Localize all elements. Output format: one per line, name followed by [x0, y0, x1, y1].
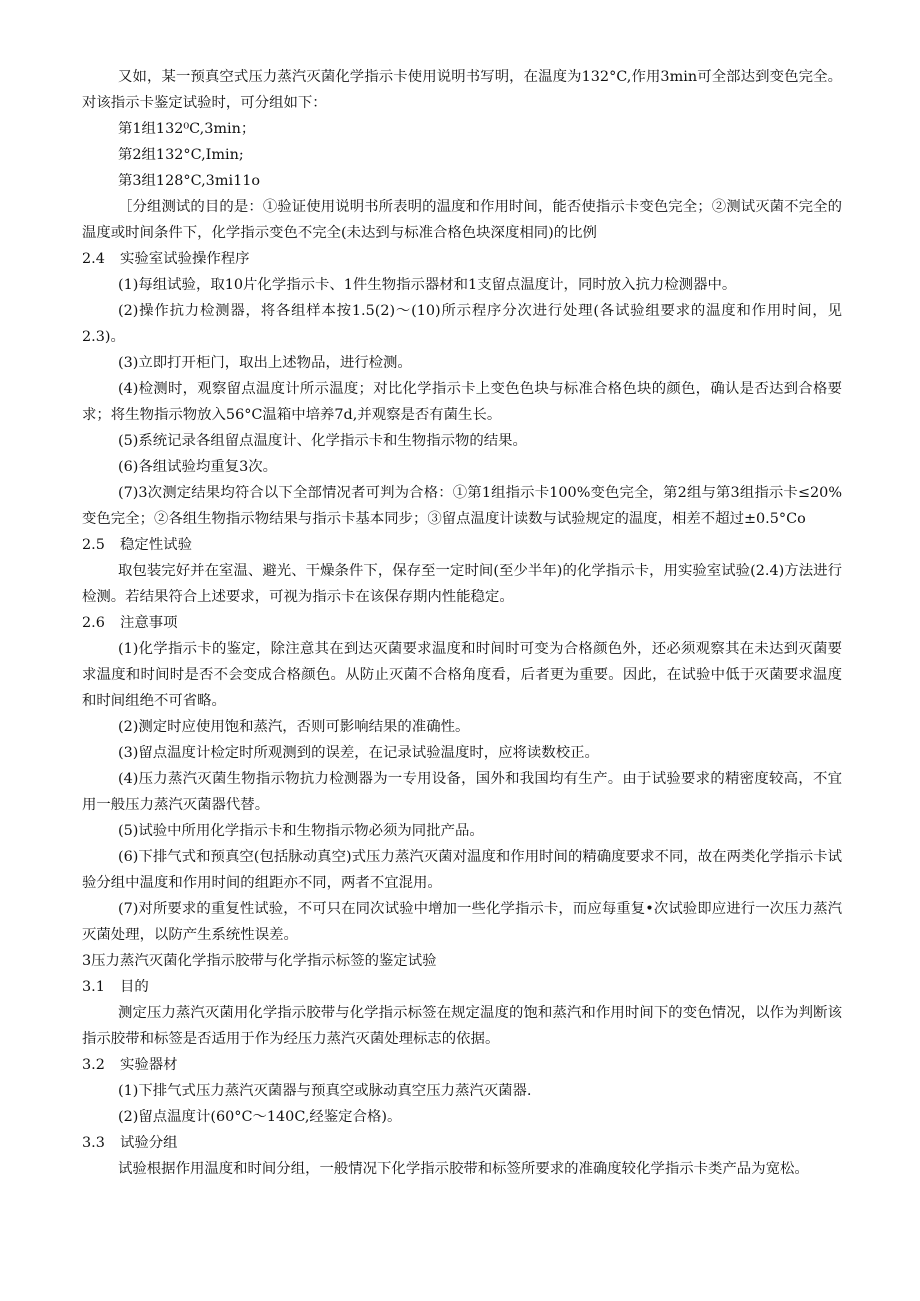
grouping-text: 试验根据作用温度和时间分组，一般情况下化学指示胶带和标签所要求的准确度较化学指示卡类产品为宽松。 [118, 1161, 809, 1177]
procedure-item: (5)系统记录各组留点温度计、化学指示卡和生物指示物的结果。 [118, 433, 527, 449]
note-item: (5)试验中所用化学指示卡和生物指示物必须为同批产品。 [118, 823, 484, 839]
section-title: 试验分组 [120, 1135, 178, 1151]
note-item: (2)测定时应使用饱和蒸汽，否则可影响结果的准确性。 [118, 719, 470, 735]
note-item: (7)对所要求的重复性试验，不可只在同次试验中增加一些化学指示卡，而应每重复•次试验即应进行一次压力蒸汽灭菌处理，以防产生系统性误差。 [82, 901, 842, 943]
purpose-paragraph: ［分组测试的目的是：①验证使用说明书所表明的温度和作用时间，能否使指示卡变色完全；②测试灭菌不完全的温度或时间条件下，化学指示变色不完全(未达到与标准合格色块深度相同)的比例 [82, 199, 842, 241]
section-2-6-heading [82, 610, 842, 636]
group-2-line: 第2组132°C,Imin; [118, 147, 244, 163]
equipment-item: (2)留点温度计(60°C～140C,经鉴定合格)。 [118, 1109, 402, 1125]
note-item: (1)化学指示卡的鉴定，除注意其在到达灭菌要求温度和时间时可变为合格颜色外，还必须观察其在未达到灭菌要求温度和时间时是否不会变成合格颜色。从防止灭菌不合格角度看，后者更为重要。因此，在试验中低于灭菌要求温度和时间组绝不可省略。 [82, 641, 842, 709]
section-3-2-heading [82, 1052, 842, 1078]
procedure-item: (1)每组试验，取10片化学指示卡、1件生物指示器材和1支留点温度计，同时放入抗力检测器中。 [118, 277, 737, 293]
section-number: 3.1 [82, 979, 105, 995]
procedure-item: (2)操作抗力检测器，将各组样本按1.5(2)～(10)所示程序分次进行处理(各试验组要求的温度和作用时间，见2.3)。 [82, 303, 842, 345]
procedure-item: (6)各组试验均重复3次。 [118, 459, 278, 475]
chapter-3-heading: 3压力蒸汽灭菌化学指示胶带与化学指示标签的鉴定试验 [82, 953, 437, 969]
note-item: (4)压力蒸汽灭菌生物指示物抗力检测器为一专用设备，国外和我国均有生产。由于试验要求的精密度较高，不宜用一般压力蒸汽灭菌器代替。 [82, 771, 842, 813]
section-title: 实验室试验操作程序 [120, 251, 250, 267]
intro-paragraph: 又如，某一预真空式压力蒸汽灭菌化学指示卡使用说明书写明，在温度为132°C,作用3min可全部达到变色完全。对该指示卡鉴定试验时，可分组如下： [82, 69, 842, 111]
section-title: 实验器材 [120, 1057, 178, 1073]
group-3-line: 第3组128°C,3mi11o [118, 173, 261, 189]
section-2-4-heading [82, 246, 842, 272]
procedure-item: (3)立即打开柜门，取出上述物品，进行检测。 [118, 355, 412, 371]
document-page [82, 64, 842, 1182]
section-number: 3.3 [82, 1135, 105, 1151]
section-number: 3.2 [82, 1057, 105, 1073]
section-title: 稳定性试验 [120, 537, 192, 553]
procedure-item: (7)3次测定结果均符合以下全部情况者可判为合格：①第1组指示卡100%变色完全，第2组与第3组指示卡≤20%变色完全；②各组生物指示物结果与指示卡基本同步；③留点温度计读数与试验规定的温度，相差不超过±0.5°Co [82, 485, 842, 527]
note-item: (6)下排气式和预真空(包括脉动真空)式压力蒸汽灭菌对温度和作用时间的精确度要求不同，故在两类化学指示卡试验分组中温度和作用时间的组距亦不同，两者不宜混用。 [82, 849, 842, 891]
procedure-item: (4)检测时，观察留点温度计所示温度；对比化学指示卡上变色色块与标准合格色块的颜色，确认是否达到合格要求；将生物指示物放入56°C温箱中培养7d,并观察是否有菌生长。 [82, 381, 842, 423]
equipment-item: (1)下排气式压力蒸汽灭菌器与预真空或脉动真空压力蒸汽灭菌器. [118, 1083, 532, 1099]
group-1-line: 第1组132⁰C,3min； [118, 121, 256, 137]
section-2-5-heading [82, 532, 842, 558]
section-number: 2.4 [82, 251, 105, 267]
section-3-3-heading [82, 1130, 842, 1156]
section-title: 注意事项 [120, 615, 178, 631]
purpose-text: 测定压力蒸汽灭菌用化学指示胶带与化学指示标签在规定温度的饱和蒸汽和作用时间下的变色情况，以作为判断该指示胶带和标签是否适用于作为经压力蒸汽灭菌处理标志的依据。 [82, 1005, 842, 1047]
section-number: 2.5 [82, 537, 105, 553]
note-item: (3)留点温度计检定时所观测到的误差，在记录试验温度时，应将读数校正。 [118, 745, 599, 761]
section-number: 2.6 [82, 615, 105, 631]
section-title: 目的 [120, 979, 149, 995]
stability-paragraph: 取包装完好并在室温、避光、干燥条件下，保存至一定时间(至少半年)的化学指示卡，用实验室试验(2.4)方法进行检测。若结果符合上述要求，可视为指示卡在该保存期内性能稳定。 [82, 563, 842, 605]
section-3-1-heading [82, 974, 842, 1000]
